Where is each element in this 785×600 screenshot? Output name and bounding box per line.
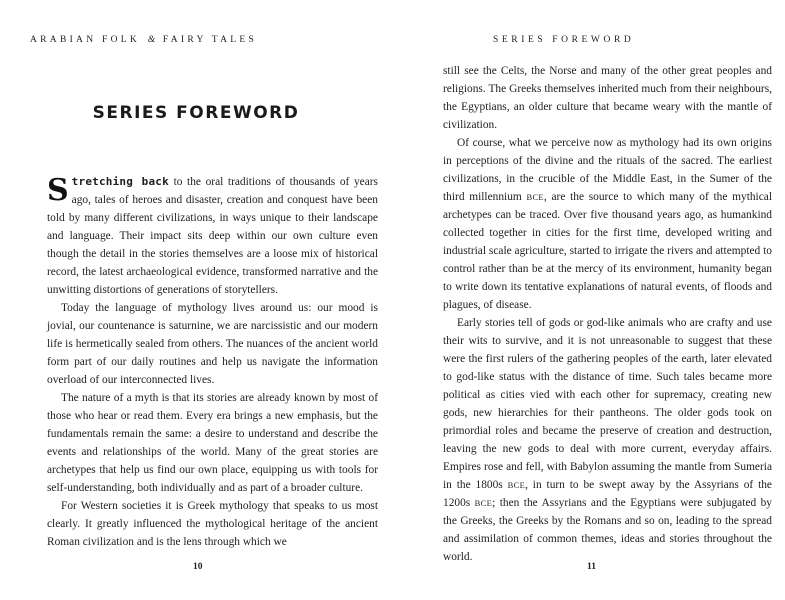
left-page bbox=[0, 0, 392, 600]
page-number-right: 11 bbox=[587, 562, 596, 572]
running-head-book-title bbox=[30, 35, 257, 45]
paragraph-origins-text-a: Of course, what we perceive now as mythology had its own origins in perceptions of the divine and the rituals of the sacred. The earliest civilizations, in the crucible of the Middle East, in the Sumer of the third millennium bbox=[443, 137, 772, 203]
right-body-text bbox=[443, 62, 772, 566]
page-number-left: 10 bbox=[193, 562, 203, 572]
paragraph-1 bbox=[47, 173, 378, 299]
paragraph-3: The nature of a myth is that its stories are already known by most of those who hear or read them. Every era brings a new emphasis, but the fundamentals remain the same: a desire to understand and describe the events and relationships of the world. Many of the great stories are archetypes that help us find our own place, equipping us with tools for self-understanding, both individually and as part of a broader culture. bbox=[47, 392, 378, 494]
running-head-section: SERIES FOREWORD bbox=[493, 35, 635, 45]
paragraph-early-stories bbox=[443, 314, 772, 566]
paragraph-early-stories-text-c: ; then the Assyrians and the Egyptians were subjugated by the Greeks, the Greeks by the Romans and so on, leading to the spread and assimilation of common themes, ideas and stories throughout the world. bbox=[443, 497, 772, 563]
lead-in-text: tretching back bbox=[71, 175, 169, 188]
paragraph-origins-text-b: , are the source to which many of the mythical archetypes can be traced. Over five thousand years ago, as humankind collected together in cities for the first time, developed writing and industrial scale agriculture, started to irrigate the rivers and attempted to control rather than be at the mercy of its environment, humanity began to write down its tentative explanations of natural events, of floods and plagues, of disease. bbox=[443, 191, 772, 311]
running-head-part1: ARABIAN FOLK bbox=[30, 35, 141, 45]
paragraph-2: Today the language of mythology lives around us: our mood is jovial, our countenance is saturnine, we are narcissistic and our modern life is hermetically sealed from others. The nuances of the ancient world form part of our daily routines and help us navigate the information overload of our interconnected lives. bbox=[47, 302, 378, 386]
running-head-ampersand: & bbox=[147, 35, 156, 45]
paragraph-1-text: to the oral traditions of thousands of years ago, tales of heroes and disaster, creation and conquest have been told by many different civilizations, in ways unique to their landscape and language. Their impact sits deep within our own culture even though the detail in the stories themselves are a loose mix of historical record, the latest archaeological evidence, transformed narrative and the unwitting distortions of generations of storytellers. bbox=[47, 176, 378, 296]
paragraph-4: For Western societies it is Greek mythology that speaks to us most clearly. It greatly influenced the mythological heritage of the ancient Roman civilization and is the lens through which we bbox=[47, 500, 378, 548]
paragraph-origins bbox=[443, 134, 772, 314]
era-abbreviation: BCE bbox=[474, 498, 493, 508]
era-abbreviation: BCE bbox=[526, 192, 544, 202]
chapter-title: SERIES FOREWORD bbox=[92, 103, 300, 123]
era-abbreviation: BCE bbox=[507, 480, 526, 490]
running-head-part2: FAIRY TALES bbox=[162, 35, 258, 45]
paragraph-early-stories-text-b: , in turn to be swept away by the Assyrians of the 1200s bbox=[443, 479, 772, 509]
paragraph-continued: still see the Celts, the Norse and many of the other great peoples and religions. The Greeks themselves inherited much from their neighbours, the Egyptians, an older culture that became weary with the mantle of civilization. bbox=[443, 65, 772, 131]
paragraph-early-stories-text-a: Early stories tell of gods or god-like animals who are crafty and use their wits to survive, and it is not unreasonable to suggest that these were the first rulers of the gathering peoples of the earth, later elevated to god-like status with the distance of time. Such tales became more political as cities vied with each other for supremacy, creating new gods, new hierarchies for their pantheons. The older gods took on primordial roles and became the preserve of creation and destruction, leaving the new gods to deal with more current, everyday affairs. Empires rose and fell, with Babylon assuming the mantle from Sumeria in the 1800s bbox=[443, 317, 772, 491]
right-page bbox=[393, 0, 785, 600]
drop-cap: S bbox=[47, 173, 69, 208]
left-body-text bbox=[47, 173, 378, 551]
